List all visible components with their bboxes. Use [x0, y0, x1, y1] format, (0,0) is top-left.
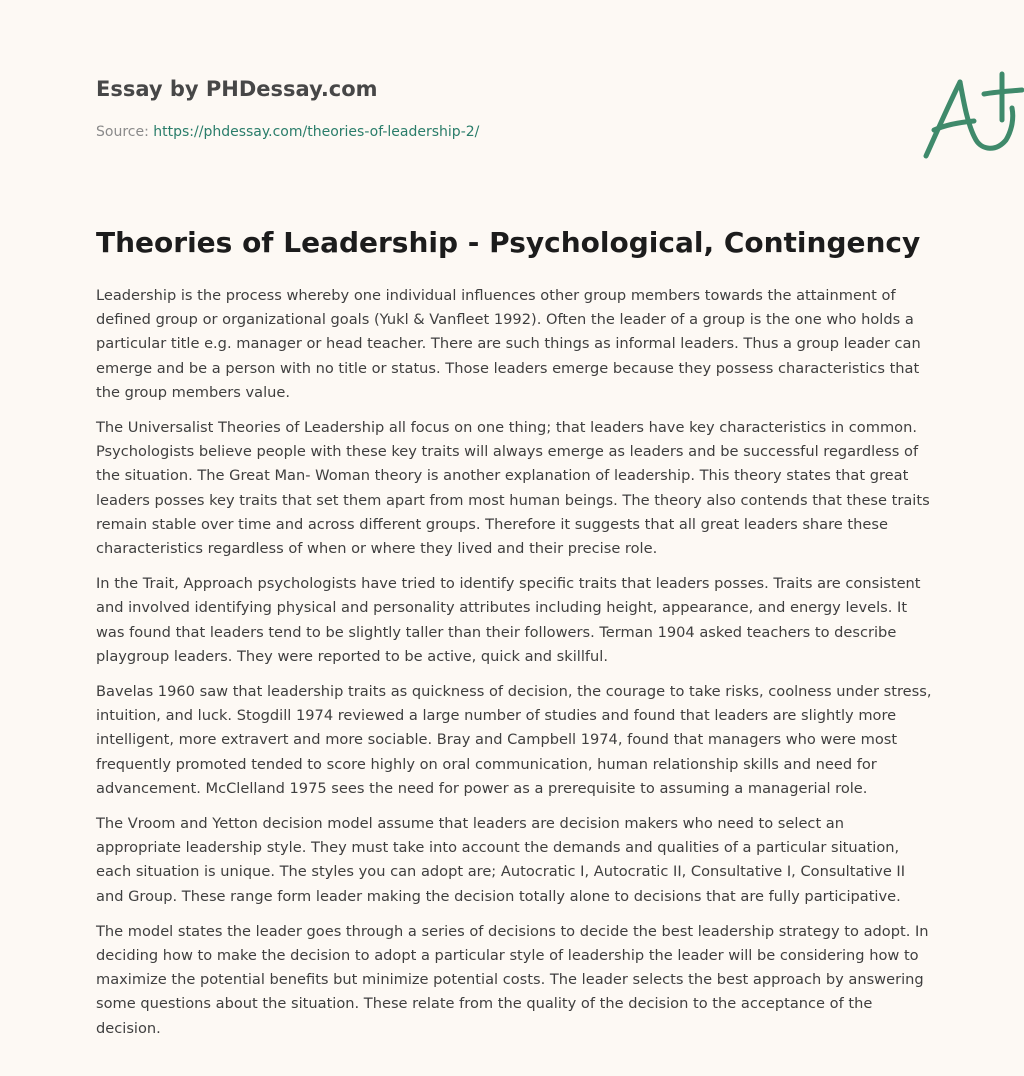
- paragraph: In the Trait, Approach psychologists have tried to identify specific traits that leaders posses. Traits are consistent and involved identifying physical and personality attributes including height, appearance, and energy levels. It was found that leaders tend to be slightly taller than their followers. Terman 1904 asked teachers to describe playgroup leaders. They were reported to be active, quick and skillful.: [96, 575, 921, 665]
- paragraph: Leadership is the process whereby one individual influences other group members towards the attainment of defined group or organizational goals (Yukl & Vanfleet 1992). Often the leader of a group is the one who holds a particular title e.g. manager or head teacher. There are such things as informal leaders. Thus a group leader can emerge and be a person with no title or status. Those leaders emerge because they possess characteristics that the group members value.: [96, 287, 921, 401]
- essay-body: [96, 284, 932, 1052]
- essay-title: Theories of Leadership - Psychological, Contingency: [96, 226, 921, 259]
- paragraph: The Universalist Theories of Leadership all focus on one thing; that leaders have key characteristics in common. Psychologists believe people with these key traits will always emerge as leaders and be successful regardless of the situation. The Great Man- Woman theory is another explanation of leadership. This theory states that great leaders posses key traits that set them apart from most human beings. The theory also contends that these traits remain stable over time and across different groups. Therefore it suggests that all great leaders share these characteristics regardless of when or where they lived and their precise role.: [96, 419, 930, 558]
- paragraph: The Vroom and Yetton decision model assume that leaders are decision makers who need to select an appropriate leadership style. They must take into account the demands and qualities of a particular situation, each situation is unique. The styles you can adopt are; Autocratic I, Autocratic II, Consultative I, Consultative II and Group. These range form leader making the decision totally alone to decisions that are fully participative.: [96, 815, 906, 905]
- source-link[interactable]: https://phdessay.com/theories-of-leadership-2/: [153, 124, 480, 140]
- paragraph: The model states the leader goes through a series of decisions to decide the best leadership strategy to adopt. In deciding how to make the decision to adopt a particular style of leadership the leader will be considering how to maximize the potential benefits but minimize potential costs. The leader selects the best approach by answering some questions about the situation. These relate from the quality of the decision to the acceptance of the decision.: [96, 922, 929, 1037]
- a-plus-grade-icon: [914, 68, 1024, 164]
- source-label: Source:: [96, 124, 149, 140]
- paragraph: Bavelas 1960 saw that leadership traits as quickness of decision, the courage to take risks, coolness under stress, intuition, and luck. Stogdill 1974 reviewed a large number of studies and found that leaders are slightly more intelligent, more extravert and more sociable. Bray and Campbell 1974, found that managers who were most frequently promoted tended to score highly on oral communication, human relationship skills and need for advancement. McClelland 1975 sees the need for power as a prerequisite to assuming a managerial role.: [96, 683, 932, 797]
- site-brand: Essay by PHDessay.com: [96, 77, 378, 101]
- source-line: [96, 124, 479, 140]
